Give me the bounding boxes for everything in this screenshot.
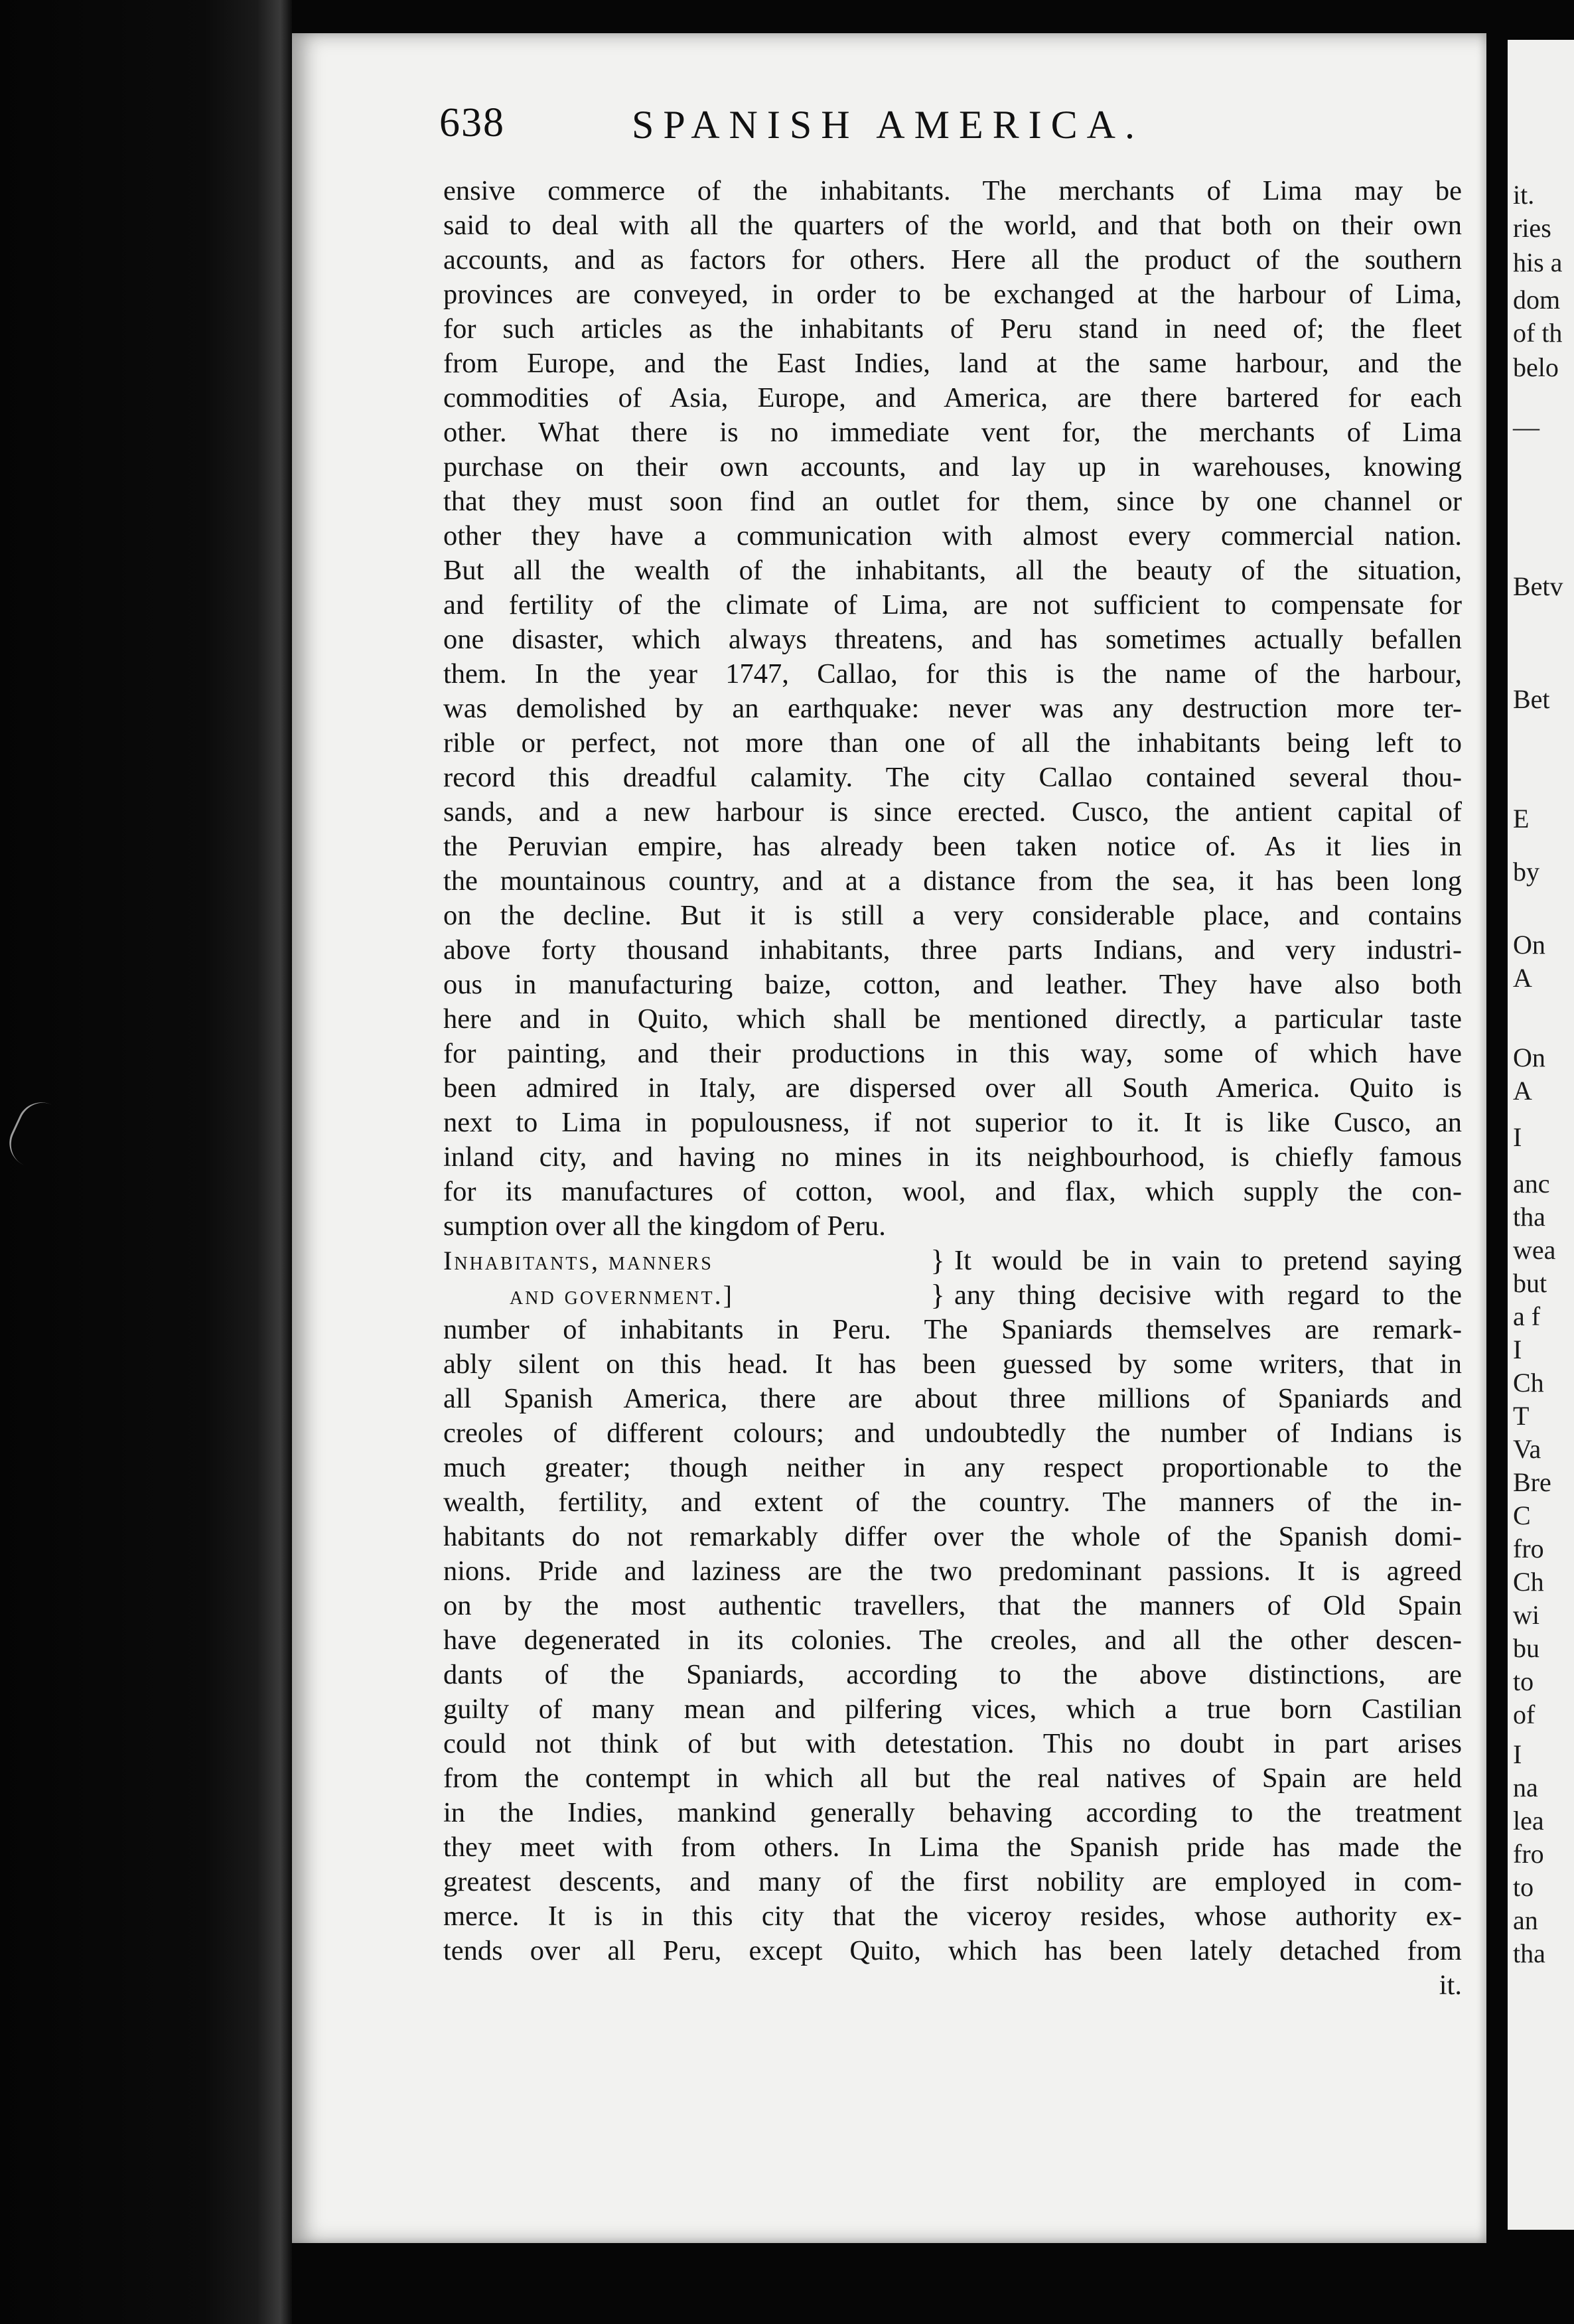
facing-text-fragment: fro <box>1513 1534 1544 1563</box>
text-line: other. What there is no immediate vent for, the merchants of Lima <box>443 417 1462 448</box>
facing-text-fragment: Va <box>1513 1434 1541 1464</box>
brace-glyph: } <box>930 1244 945 1277</box>
running-head-title: SPANISH AMERICA. <box>632 103 1144 147</box>
catchword: it. <box>1439 1970 1462 2001</box>
text-line: But all the wealth of the inhabitants, all the beauty of the situation, <box>443 555 1462 586</box>
text-line: nions. Pride and laziness are the two predominant passions. It is agreed <box>443 1556 1462 1587</box>
text-line: for such articles as the inhabitants of Peru stand in need of; the fleet <box>443 313 1462 344</box>
text-line: ensive commerce of the inhabitants. The merchants of Lima may be <box>443 175 1462 206</box>
text-line: sumption over all the kingdom of Peru. <box>443 1210 886 1242</box>
facing-text-fragment: of th <box>1513 318 1563 348</box>
paragraph-commerce <box>443 174 1462 1244</box>
sidenote-text-line: It would be in vain to pretend saying <box>954 1245 1462 1276</box>
text-line: for painting, and their productions in this way, some of which have <box>443 1038 1462 1069</box>
text-line: above forty thousand inhabitants, three parts Indians, and very industri- <box>443 934 1462 966</box>
brace-glyph: } <box>930 1279 945 1311</box>
facing-text-fragment: fro <box>1513 1839 1544 1869</box>
facing-text-fragment: bu <box>1513 1633 1539 1663</box>
facing-text-fragment: Ch <box>1513 1368 1544 1398</box>
text-line: greatest descents, and many of the first nobility are employed in com- <box>443 1866 1462 1897</box>
facing-text-fragment: his a <box>1513 248 1563 277</box>
text-line: one disaster, which always threatens, and has sometimes actually befallen <box>443 624 1462 655</box>
facing-text-fragment: A <box>1513 1076 1532 1106</box>
text-line: from the contempt in which all but the real natives of Spain are held <box>443 1763 1462 1794</box>
running-head <box>439 100 1322 153</box>
sidenote-heading-cont: and government.] <box>510 1280 734 1310</box>
text-line: the mountainous country, and at a distance from the sea, it has been long <box>443 865 1462 897</box>
facing-text-fragment: tha <box>1513 1938 1545 1968</box>
text-line: other they have a communication with almost every commercial nation. <box>443 520 1462 551</box>
text-line: here and in Quito, which shall be mentioned directly, a particular taste <box>443 1003 1462 1035</box>
facing-text-fragment: — <box>1513 412 1539 442</box>
facing-text-fragment: wi <box>1513 1600 1539 1630</box>
text-line: sands, and a new harbour is since erected. Cusco, the antient capital of <box>443 796 1462 828</box>
text-line: the Peruvian empire, has already been taken notice of. As it lies in <box>443 831 1462 862</box>
text-line: tends over all Peru, except Quito, which has been lately detached from <box>443 1935 1462 1966</box>
text-line: habitants do not remarkably differ over the whole of the Spanish domi- <box>443 1521 1462 1552</box>
sidenote-heading: Inhabitants, manners <box>443 1246 713 1275</box>
paragraph-inhabitants <box>443 1313 1462 1968</box>
text-line: number of inhabitants in Peru. The Spaniards themselves are remark- <box>443 1314 1462 1345</box>
body-text <box>443 174 1462 2003</box>
page-number: 638 <box>439 100 505 145</box>
text-line: accounts, and as factors for others. Here all the product of the southern <box>443 244 1462 275</box>
facing-text-fragment: E <box>1513 804 1530 834</box>
facing-text-fragment: T <box>1513 1401 1530 1431</box>
text-line: from Europe, and the East Indies, land at the same harbour, and the <box>443 348 1462 379</box>
text-line: much greater; though neither in any respect proportionable to the <box>443 1452 1462 1483</box>
facing-text-fragment: I <box>1513 1122 1522 1152</box>
text-line: and fertility of the climate of Lima, are not sufficient to compensate for <box>443 589 1462 620</box>
text-line: next to Lima in populousness, if not superior to it. It is like Cusco, an <box>443 1107 1462 1138</box>
facing-text-fragment: Bre <box>1513 1467 1551 1497</box>
text-line: on the decline. But it is still a very considerable place, and contains <box>443 900 1462 931</box>
text-line: in the Indies, mankind generally behaving according to the treatment <box>443 1797 1462 1828</box>
text-line: purchase on their own accounts, and lay up in warehouses, knowing <box>443 451 1462 482</box>
text-line: record this dreadful calamity. The city Callao contained several thou- <box>443 762 1462 793</box>
text-line: all Spanish America, there are about three millions of Spaniards and <box>443 1383 1462 1414</box>
text-line: could not think of but with detestation. This no doubt in part arises <box>443 1728 1462 1759</box>
text-line: commodities of Asia, Europe, and America, are there bartered for each <box>443 382 1462 413</box>
text-line: for its manufactures of cotton, wool, and flax, which supply the con- <box>443 1176 1462 1207</box>
facing-text-fragment: wea <box>1513 1235 1556 1265</box>
facing-text-fragment: anc <box>1513 1169 1550 1198</box>
facing-text-fragment: Bet <box>1513 684 1550 714</box>
facing-text-fragment: na <box>1513 1773 1538 1802</box>
facing-text-fragment: On <box>1513 930 1545 960</box>
text-line: merce. It is in this city that the viceroy resides, whose authority ex- <box>443 1901 1462 1932</box>
facing-text-fragment: Betv <box>1513 571 1563 601</box>
facing-text-fragment: A <box>1513 963 1532 993</box>
text-line: said to deal with all the quarters of the world, and that both on their own <box>443 210 1462 241</box>
text-line: on by the most authentic travellers, that the manners of Old Spain <box>443 1590 1462 1621</box>
sidenote-row-1 <box>443 1244 1462 1278</box>
facing-text-fragment: to <box>1513 1872 1534 1902</box>
text-line: have degenerated in its colonies. The creoles, and all the other descen- <box>443 1625 1462 1656</box>
text-line: that they must soon find an outlet for them, since by one channel or <box>443 486 1462 517</box>
facing-text-fragment: lea <box>1513 1806 1544 1836</box>
text-line: dants of the Spaniards, according to the above distinctions, are <box>443 1659 1462 1690</box>
text-line: been admired in Italy, are dispersed over all South America. Quito is <box>443 1072 1462 1104</box>
text-line: was demolished by an earthquake: never was any destruction more ter- <box>443 693 1462 724</box>
text-line: rible or perfect, not more than one of all the inhabitants being left to <box>443 727 1462 759</box>
facing-text-fragment: but <box>1513 1268 1547 1298</box>
facing-text-fragment: On <box>1513 1043 1545 1072</box>
text-line: creoles of different colours; and undoubtedly the number of Indians is <box>443 1417 1462 1449</box>
facing-text-fragment: belo <box>1513 352 1559 382</box>
facing-text-fragment: a f <box>1513 1301 1541 1331</box>
text-line: wealth, fertility, and extent of the country. The manners of the in- <box>443 1487 1462 1518</box>
text-line: ably silent on this head. It has been guessed by some writers, that in <box>443 1348 1462 1380</box>
facing-text-fragment: tha <box>1513 1202 1545 1232</box>
sidenote-text-line: any thing decisive with regard to the <box>954 1279 1462 1311</box>
text-line: provinces are conveyed, in order to be exchanged at the harbour of Lima, <box>443 279 1462 310</box>
facing-text-fragment: of <box>1513 1700 1536 1729</box>
facing-text-fragment: to <box>1513 1666 1534 1696</box>
text-line: them. In the year 1747, Callao, for this is the name of the harbour, <box>443 658 1462 690</box>
facing-text-fragment: I <box>1513 1739 1522 1769</box>
facing-text-fragment: I <box>1513 1335 1522 1364</box>
text-line: guilty of many mean and pilfering vices, which a true born Castilian <box>443 1694 1462 1725</box>
facing-text-fragment: it. <box>1513 180 1535 210</box>
sidenote-row-2 <box>443 1278 1462 1313</box>
text-line: they meet with from others. In Lima the Spanish pride has made the <box>443 1832 1462 1863</box>
facing-page-edge <box>1508 40 1574 2230</box>
facing-text-fragment: C <box>1513 1500 1531 1530</box>
text-line: ous in manufacturing baize, cotton, and leather. They have also both <box>443 969 1462 1000</box>
facing-text-fragment: by <box>1513 857 1539 887</box>
text-line: inland city, and having no mines in its neighbourhood, is chiefly famous <box>443 1141 1462 1173</box>
facing-text-fragment: Ch <box>1513 1567 1544 1597</box>
facing-text-fragment: ries <box>1513 213 1551 243</box>
facing-text-fragment: an <box>1513 1905 1538 1935</box>
facing-text-fragment: dom <box>1513 285 1561 315</box>
